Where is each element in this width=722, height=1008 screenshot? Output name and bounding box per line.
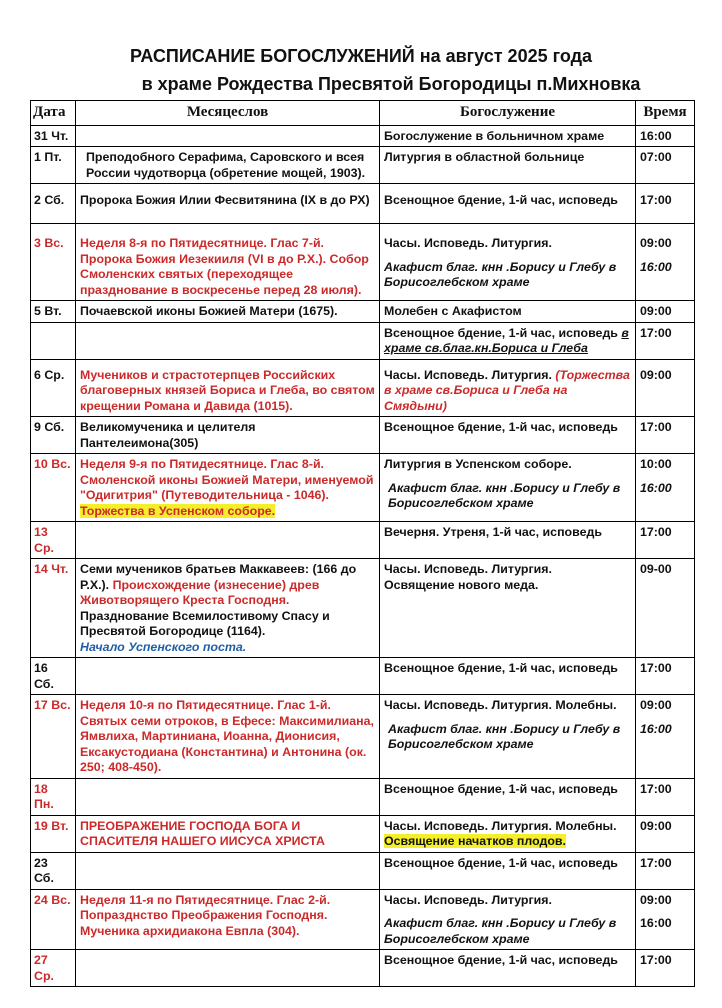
time-main: 09:00 (640, 698, 672, 712)
row-time: 17:00 (636, 778, 695, 815)
row-time: 17:00 (636, 184, 695, 224)
time-main: 09:00 (640, 892, 672, 907)
time-akathist: 16:00 (640, 916, 672, 930)
row-calendar (76, 125, 380, 147)
row-service: Всенощное бдение, 1-й час, исповедь (380, 658, 636, 695)
row-service: Молебен с Акафистом (380, 301, 636, 323)
row-date: 3 Вс. (31, 224, 76, 301)
row-service: Всенощное бдение, 1-й час, исповедь (380, 852, 636, 889)
service-note: (Торжества в храме св.Бориса и Глеба на Смядыни) (384, 367, 630, 413)
service-akathist: Акафист благ. кнн .Борису и Глебу в Борисоглебском храме (384, 259, 617, 289)
row-calendar: Неделя 10-я по Пятидесятнице. Глас 1-й. Святых семи отроков, в Ефесе: Максимилиана, Ямвлиха, Мартиниана, Иоанна, Дионисия, Ексакустодиана (Константина) и Антонина (ок. 250; 408-450). (76, 695, 380, 779)
calendar-highlight: Торжества в Успенском соборе. (80, 503, 276, 518)
table-row (31, 815, 695, 852)
service-akathist: Акафист благ. кнн .Борису и Глебу в Борисоглебском храме (388, 721, 621, 751)
row-time: 17:00 (636, 658, 695, 695)
row-date: 17 Вс. (31, 695, 76, 779)
row-service: Всенощное бдение, 1-й час, исповедь (380, 778, 636, 815)
table-row (31, 950, 695, 987)
row-date: 24 Вс. (31, 889, 76, 950)
row-service (380, 889, 636, 950)
row-calendar: ПРЕОБРАЖЕНИЕ ГОСПОДА БОГА И СПАСИТЕЛЯ НАШЕГО ИИСУСА ХРИСТА (76, 815, 380, 852)
row-date: 23 Сб. (31, 852, 76, 889)
service-main: Часы. Исповедь. Литургия. (384, 562, 552, 576)
table-row (31, 559, 695, 658)
service-main: Всенощное бдение, 1-й час, исповедь (384, 325, 622, 340)
row-calendar (76, 559, 380, 658)
row-date: 18 Пн. (31, 778, 76, 815)
calendar-fast-note: Начало Успенского поста. (80, 639, 247, 654)
row-calendar (76, 454, 380, 522)
row-service (380, 322, 636, 359)
header-date: Дата (31, 101, 76, 126)
row-time: 17:00 (636, 322, 695, 359)
row-calendar (76, 950, 380, 987)
table-row (31, 454, 695, 522)
table-header-row (31, 101, 695, 126)
row-date: 6 Ср. (31, 359, 76, 417)
row-service: Литургия в областной больнице (380, 147, 636, 184)
row-time: 17:00 (636, 852, 695, 889)
row-date: 27 Ср. (31, 950, 76, 987)
row-date: 19 Вт. (31, 815, 76, 852)
row-date: 14 Чт. (31, 559, 76, 658)
row-date: 13 Ср. (31, 522, 76, 559)
service-akathist: Акафист благ. кнн .Борису и Глебу в Борисоглебском храме (384, 916, 617, 946)
row-service: Всенощное бдение, 1-й час, исповедь (380, 417, 636, 454)
row-service: Богослужение в больничном храме (380, 125, 636, 147)
row-date (31, 322, 76, 359)
row-time: 17:00 (636, 522, 695, 559)
row-calendar: Неделя 11-я по Пятидесятнице. Глас 2-й. Попразднство Преображения Господня. Мученика архидиакона Евпла (304). (76, 889, 380, 950)
row-time (636, 454, 695, 522)
table-row (31, 778, 695, 815)
time-akathist: 16:00 (640, 259, 672, 274)
table-row (31, 852, 695, 889)
calendar-text: Неделя 9-я по Пятидесятнице. Глас 8-й. Смоленской иконы Божией Матери, именуемой "Одигитрия" (Путеводительница - 1046). (80, 457, 374, 502)
row-time: 17:00 (636, 417, 695, 454)
table-row (31, 184, 695, 224)
service-main: Литургия в Успенском соборе. (384, 457, 572, 471)
table-row (31, 125, 695, 147)
row-time: 07:00 (636, 147, 695, 184)
row-calendar: Почаевской иконы Божией Матери (1675). (76, 301, 380, 323)
row-date: 10 Вс. (31, 454, 76, 522)
header-calendar: Месяцеслов (76, 101, 380, 126)
row-time: 09-00 (636, 559, 695, 658)
service-location: в храме св.благ.кн.Бориса и Глеба (384, 325, 629, 355)
schedule-table (30, 100, 695, 987)
calendar-text-2: Празднование Всемилостивому Спасу и Пресвятой Богородице (1164). (80, 608, 330, 638)
row-service: Всенощное бдение, 1-й час, исповедь (380, 950, 636, 987)
row-calendar (76, 852, 380, 889)
row-time (636, 889, 695, 950)
row-time: 09:00 (636, 301, 695, 323)
row-time: 17:00 (636, 950, 695, 987)
row-date: 9 Сб. (31, 417, 76, 454)
table-row (31, 522, 695, 559)
time-akathist: 16:00 (640, 721, 672, 736)
row-calendar: Неделя 8-я по Пятидесятнице. Глас 7-й. Пророка Божия Иезекииля (VI в до Р.Х.). Собор Смоленских святых (переходящее празднование в воскресенье перед 28 июля). (76, 224, 380, 301)
service-main: Часы. Исповедь. Литургия. (384, 367, 556, 382)
table-row (31, 301, 695, 323)
service-akathist: Акафист благ. кнн .Борису и Глебу в Борисоглебском храме (388, 480, 621, 510)
header-time: Время (636, 101, 695, 126)
row-date: 1 Пт. (31, 147, 76, 184)
table-row (31, 147, 695, 184)
service-main: Часы. Исповедь. Литургия. Молебны. (384, 818, 617, 833)
table-row (31, 224, 695, 301)
row-date: 16 Сб. (31, 658, 76, 695)
row-time (636, 695, 695, 779)
service-main: Часы. Исповедь. Литургия. (384, 892, 552, 907)
page-title: РАСПИСАНИЕ БОГОСЛУЖЕНИЙ на август 2025 года (129, 46, 593, 66)
table-row (31, 359, 695, 417)
calendar-text: Семи мучеников братьев Маккавеев: (166 до Р.Х.). (80, 562, 357, 592)
row-calendar (76, 778, 380, 815)
row-calendar (76, 522, 380, 559)
row-time: 16:00 (636, 125, 695, 147)
row-date: 31 Чт. (31, 125, 76, 147)
row-date: 2 Сб. (31, 184, 76, 224)
row-time: 09:00 (636, 815, 695, 852)
table-row (31, 889, 695, 950)
row-calendar: Великомученика и целителя Пантелеимона(305) (76, 417, 380, 454)
service-main: Часы. Исповедь. Литургия. Молебны. (384, 698, 617, 712)
service-main: Часы. Исповедь. Литургия. (384, 236, 552, 250)
row-service (380, 695, 636, 779)
service-extra: Освящение нового меда. (384, 577, 539, 592)
row-calendar: Преподобного Серафима, Саровского и всея России чудотворца (обретение мощей, 1903). (76, 147, 380, 184)
row-time (636, 224, 695, 301)
row-calendar: Пророка Божия Илии Фесвитянина (IX в до РХ) (76, 184, 380, 224)
row-calendar (76, 658, 380, 695)
time-main: 09:00 (640, 236, 672, 250)
time-akathist: 16:00 (640, 480, 672, 495)
table-row (31, 322, 695, 359)
row-service (380, 559, 636, 658)
row-service (380, 454, 636, 522)
table-row (31, 658, 695, 695)
table-row (31, 417, 695, 454)
row-calendar: Мучеников и страстотерпцев Российских благоверных князей Бориса и Глеба, во святом крещении Романа и Давида (1015). (76, 359, 380, 417)
row-time: 09:00 (636, 359, 695, 417)
table-row (31, 695, 695, 779)
service-highlight: Освящение начатков плодов. (384, 834, 566, 848)
row-service: Всенощное бдение, 1-й час, исповедь (380, 184, 636, 224)
row-service (380, 815, 636, 852)
row-service (380, 359, 636, 417)
header-service: Богослужение (380, 101, 636, 126)
row-calendar (76, 322, 380, 359)
row-date: 5 Вт. (31, 301, 76, 323)
row-service (380, 224, 636, 301)
page-subtitle: в храме Рождества Пресвятой Богородицы п.Михновка (141, 74, 641, 94)
time-main: 10:00 (640, 457, 672, 471)
calendar-feast: Происхождение (изнесение) древ Животворящего Креста Господня. (80, 577, 320, 607)
row-service: Вечерня. Утреня, 1-й час, исповедь (380, 522, 636, 559)
